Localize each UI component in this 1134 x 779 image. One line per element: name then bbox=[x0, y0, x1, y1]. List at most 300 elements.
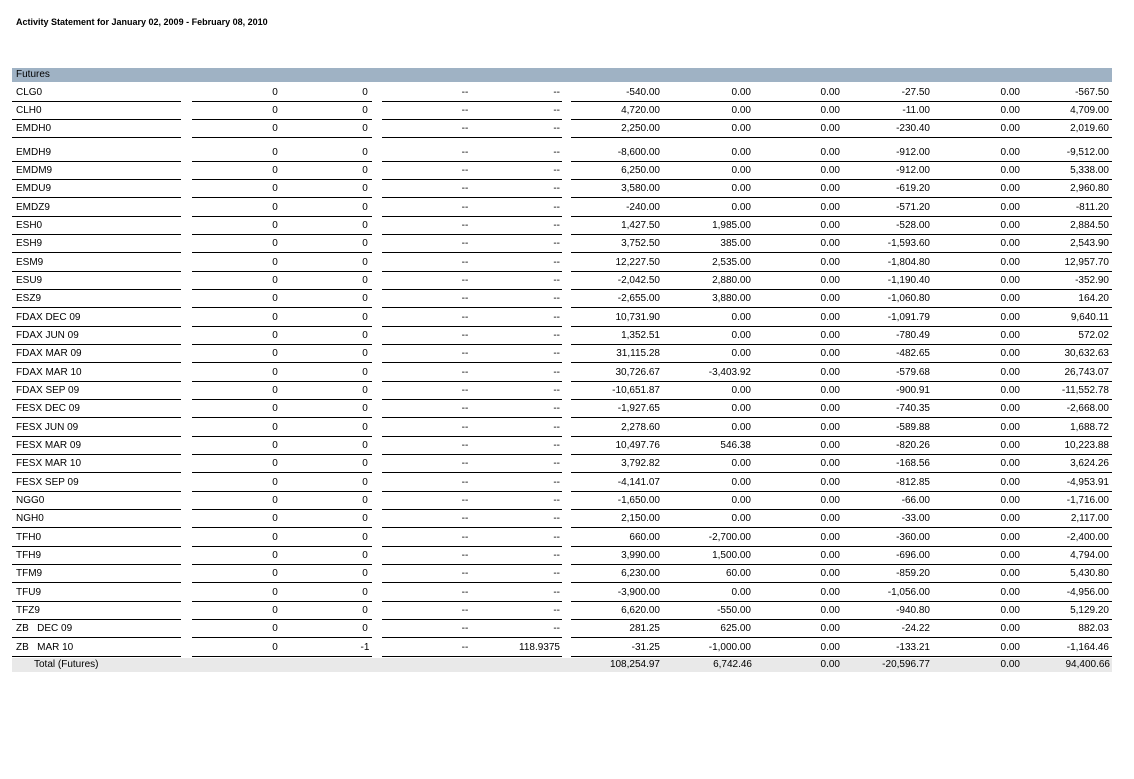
value-cell-c3: -- bbox=[461, 568, 469, 579]
value-cell-c4: -- bbox=[553, 367, 560, 378]
symbol-cell: TFH9 bbox=[16, 550, 41, 561]
value-cell-c3: -- bbox=[461, 330, 469, 341]
value-cell-c1: 0 bbox=[272, 550, 278, 561]
value-cell-c6: -1,000.00 bbox=[708, 642, 751, 653]
value-cell-c10: 2,019.60 bbox=[1070, 123, 1109, 134]
row-divider bbox=[192, 362, 372, 363]
value-cell-c8: -1,060.80 bbox=[887, 293, 930, 304]
value-cell-c2: 0 bbox=[362, 202, 368, 213]
value-cell-c9: 0.00 bbox=[1000, 587, 1020, 598]
total-col9: 0.00 bbox=[1000, 659, 1020, 670]
value-cell-c7: 0.00 bbox=[820, 440, 840, 451]
row-divider bbox=[382, 527, 562, 528]
value-cell-c5: -540.00 bbox=[626, 87, 660, 98]
symbol-cell: FESX SEP 09 bbox=[16, 477, 79, 488]
row-divider bbox=[12, 637, 181, 638]
value-cell-c10: 2,543.90 bbox=[1070, 238, 1109, 249]
row-divider bbox=[12, 362, 181, 363]
value-cell-c10: 10,223.88 bbox=[1064, 440, 1109, 451]
value-cell-c10: 4,709.00 bbox=[1070, 105, 1109, 116]
value-cell-c3: -- bbox=[461, 623, 469, 634]
value-cell-c5: -31.25 bbox=[631, 642, 660, 653]
value-cell-c6: 0.00 bbox=[731, 183, 751, 194]
value-cell-c2: 0 bbox=[362, 367, 368, 378]
symbol-cell: CLH0 bbox=[16, 105, 42, 116]
table-row bbox=[0, 120, 1134, 138]
value-cell-c7: 0.00 bbox=[820, 642, 840, 653]
value-cell-c1: 0 bbox=[272, 642, 278, 653]
value-cell-c2: 0 bbox=[362, 293, 368, 304]
value-cell-c7: 0.00 bbox=[820, 123, 840, 134]
value-cell-c7: 0.00 bbox=[820, 605, 840, 616]
value-cell-c10: 9,640.11 bbox=[1070, 312, 1109, 323]
symbol-cell: FDAX MAR 09 bbox=[16, 348, 82, 359]
value-cell-c8: -820.26 bbox=[896, 440, 930, 451]
table-row bbox=[0, 102, 1134, 120]
value-cell-c5: 12,227.50 bbox=[615, 257, 660, 268]
page-title: Activity Statement for January 02, 2009 - February 08, 2010 bbox=[16, 17, 268, 27]
value-cell-c4: -- bbox=[553, 348, 560, 359]
value-cell-c4: -- bbox=[553, 330, 560, 341]
value-cell-c7: 0.00 bbox=[820, 105, 840, 116]
value-cell-c1: 0 bbox=[272, 238, 278, 249]
value-cell-c7: 0.00 bbox=[820, 422, 840, 433]
value-cell-c6: 625.00 bbox=[720, 623, 751, 634]
value-cell-c2: 0 bbox=[362, 165, 368, 176]
row-divider bbox=[192, 197, 372, 198]
row-divider bbox=[192, 656, 372, 657]
value-cell-c8: -11.00 bbox=[902, 105, 930, 116]
value-cell-c9: 0.00 bbox=[1000, 605, 1020, 616]
value-cell-c5: -1,927.65 bbox=[617, 403, 660, 414]
table-row bbox=[0, 309, 1134, 327]
value-cell-c10: 5,338.00 bbox=[1070, 165, 1109, 176]
value-cell-c3: -- bbox=[461, 605, 469, 616]
value-cell-c7: 0.00 bbox=[820, 257, 840, 268]
value-cell-c5: -4,141.07 bbox=[617, 477, 660, 488]
value-cell-c6: 3,880.00 bbox=[712, 293, 751, 304]
value-cell-c5: -240.00 bbox=[626, 202, 660, 213]
row-divider bbox=[382, 582, 562, 583]
row-divider bbox=[571, 362, 1112, 363]
value-cell-c10: 5,430.80 bbox=[1070, 568, 1109, 579]
table-row bbox=[0, 254, 1134, 272]
table-row bbox=[0, 492, 1134, 510]
value-cell-c1: 0 bbox=[272, 123, 278, 134]
value-cell-c4: -- bbox=[553, 312, 560, 323]
value-cell-c10: -9,512.00 bbox=[1066, 147, 1109, 158]
row-divider bbox=[571, 637, 1112, 638]
value-cell-c9: 0.00 bbox=[1000, 220, 1020, 231]
symbol-cell: TFZ9 bbox=[16, 605, 40, 616]
table-row bbox=[0, 235, 1134, 253]
value-cell-c7: 0.00 bbox=[820, 385, 840, 396]
value-cell-c4: -- bbox=[553, 220, 560, 231]
value-cell-c7: 0.00 bbox=[820, 348, 840, 359]
value-cell-c8: -482.65 bbox=[896, 348, 930, 359]
value-cell-c10: -2,400.00 bbox=[1066, 532, 1109, 543]
table-row bbox=[0, 602, 1134, 620]
row-divider bbox=[382, 417, 562, 418]
symbol-cell: ZB DEC 09 bbox=[16, 623, 73, 634]
row-divider bbox=[192, 582, 372, 583]
value-cell-c5: -2,655.00 bbox=[617, 293, 660, 304]
table-row bbox=[0, 529, 1134, 547]
value-cell-c9: 0.00 bbox=[1000, 105, 1020, 116]
value-cell-c2: 0 bbox=[362, 275, 368, 286]
value-cell-c5: 2,150.00 bbox=[621, 513, 660, 524]
value-cell-c6: 0.00 bbox=[731, 147, 751, 158]
value-cell-c9: 0.00 bbox=[1000, 440, 1020, 451]
table-row bbox=[0, 639, 1134, 657]
symbol-cell: ZB MAR 10 bbox=[16, 642, 74, 653]
table-row bbox=[0, 510, 1134, 528]
value-cell-c5: 1,352.51 bbox=[621, 330, 660, 341]
value-cell-c5: 6,250.00 bbox=[621, 165, 660, 176]
value-cell-c8: -589.88 bbox=[896, 422, 930, 433]
value-cell-c2: 0 bbox=[362, 532, 368, 543]
value-cell-c5: -10,651.87 bbox=[612, 385, 660, 396]
value-cell-c8: -1,056.00 bbox=[887, 587, 930, 598]
value-cell-c9: 0.00 bbox=[1000, 147, 1020, 158]
symbol-cell: FESX MAR 09 bbox=[16, 440, 82, 451]
symbol-cell: FESX MAR 10 bbox=[16, 458, 82, 469]
value-cell-c7: 0.00 bbox=[820, 532, 840, 543]
value-cell-c4: -- bbox=[553, 87, 560, 98]
row-divider bbox=[12, 527, 181, 528]
value-cell-c8: -66.00 bbox=[901, 495, 930, 506]
value-cell-c5: 3,752.50 bbox=[621, 238, 660, 249]
value-cell-c7: 0.00 bbox=[820, 458, 840, 469]
symbol-cell: FDAX JUN 09 bbox=[16, 330, 79, 341]
value-cell-c4: -- bbox=[553, 513, 560, 524]
value-cell-c6: 0.00 bbox=[731, 403, 751, 414]
symbol-cell: ESZ9 bbox=[16, 293, 42, 304]
value-cell-c6: 0.00 bbox=[731, 202, 751, 213]
value-cell-c5: 2,250.00 bbox=[621, 123, 660, 134]
value-cell-c10: -811.20 bbox=[1075, 202, 1109, 213]
table-row bbox=[0, 345, 1134, 363]
value-cell-c6: 1,500.00 bbox=[712, 550, 751, 561]
value-cell-c10: -352.90 bbox=[1075, 275, 1109, 286]
value-cell-c1: 0 bbox=[272, 605, 278, 616]
value-cell-c6: 0.00 bbox=[731, 385, 751, 396]
value-cell-c7: 0.00 bbox=[820, 147, 840, 158]
value-cell-c4: -- bbox=[553, 257, 560, 268]
value-cell-c9: 0.00 bbox=[1000, 257, 1020, 268]
value-cell-c4: -- bbox=[553, 293, 560, 304]
symbol-cell: EMDH0 bbox=[16, 123, 52, 134]
table-row bbox=[0, 290, 1134, 308]
value-cell-c10: 882.03 bbox=[1078, 623, 1109, 634]
total-mtm: 6,742.46 bbox=[713, 659, 752, 670]
value-cell-c10: -11,552.78 bbox=[1061, 385, 1109, 396]
value-cell-c2: 0 bbox=[362, 495, 368, 506]
value-cell-c6: 0.00 bbox=[731, 105, 751, 116]
value-cell-c1: 0 bbox=[272, 183, 278, 194]
symbol-cell: FDAX SEP 09 bbox=[16, 385, 80, 396]
value-cell-c1: 0 bbox=[272, 220, 278, 231]
value-cell-c9: 0.00 bbox=[1000, 458, 1020, 469]
value-cell-c6: 0.00 bbox=[731, 348, 751, 359]
value-cell-c6: -550.00 bbox=[717, 605, 751, 616]
table-row bbox=[0, 547, 1134, 565]
value-cell-c8: -571.20 bbox=[896, 202, 930, 213]
value-cell-c3: -- bbox=[461, 458, 469, 469]
table-row bbox=[0, 620, 1134, 638]
total-label: Total (Futures) bbox=[34, 659, 99, 670]
total-col7: 0.00 bbox=[820, 659, 840, 670]
value-cell-c10: 1,688.72 bbox=[1070, 422, 1109, 433]
value-cell-c5: 6,230.00 bbox=[621, 568, 660, 579]
value-cell-c2: 0 bbox=[362, 458, 368, 469]
symbol-cell: TFH0 bbox=[16, 532, 41, 543]
value-cell-c8: -133.21 bbox=[896, 642, 930, 653]
value-cell-c9: 0.00 bbox=[1000, 183, 1020, 194]
value-cell-c8: -168.56 bbox=[896, 458, 930, 469]
value-cell-c9: 0.00 bbox=[1000, 422, 1020, 433]
row-divider bbox=[382, 637, 562, 638]
value-cell-c7: 0.00 bbox=[820, 623, 840, 634]
value-cell-c10: 5,129.20 bbox=[1070, 605, 1109, 616]
value-cell-c7: 0.00 bbox=[820, 587, 840, 598]
value-cell-c8: -696.00 bbox=[896, 550, 930, 561]
value-cell-c3: -- bbox=[461, 202, 469, 213]
value-cell-c3: -- bbox=[461, 238, 469, 249]
row-divider bbox=[12, 252, 181, 253]
symbol-cell: TFU9 bbox=[16, 587, 41, 598]
value-cell-c1: 0 bbox=[272, 587, 278, 598]
value-cell-c10: 2,117.00 bbox=[1070, 513, 1109, 524]
value-cell-c3: -- bbox=[461, 293, 469, 304]
value-cell-c4: -- bbox=[553, 238, 560, 249]
value-cell-c2: 0 bbox=[362, 312, 368, 323]
symbol-cell: EMDM9 bbox=[16, 165, 53, 176]
value-cell-c9: 0.00 bbox=[1000, 87, 1020, 98]
value-cell-c6: 0.00 bbox=[731, 165, 751, 176]
value-cell-c3: -- bbox=[461, 642, 469, 653]
value-cell-c3: -- bbox=[461, 403, 469, 414]
symbol-cell: EMDH9 bbox=[16, 147, 52, 158]
row-divider bbox=[12, 582, 181, 583]
table-row bbox=[0, 144, 1134, 162]
value-cell-c9: 0.00 bbox=[1000, 312, 1020, 323]
value-cell-c3: -- bbox=[461, 532, 469, 543]
section-label: Futures bbox=[16, 69, 50, 80]
value-cell-c9: 0.00 bbox=[1000, 513, 1020, 524]
value-cell-c8: -812.85 bbox=[896, 477, 930, 488]
symbol-cell: ESU9 bbox=[16, 275, 43, 286]
value-cell-c2: 0 bbox=[362, 87, 368, 98]
value-cell-c5: 6,620.00 bbox=[621, 605, 660, 616]
value-cell-c2: 0 bbox=[362, 477, 368, 488]
row-divider bbox=[12, 472, 181, 473]
value-cell-c1: 0 bbox=[272, 202, 278, 213]
value-cell-c9: 0.00 bbox=[1000, 532, 1020, 543]
value-cell-c6: 60.00 bbox=[725, 568, 751, 579]
row-divider bbox=[571, 252, 1112, 253]
value-cell-c3: -- bbox=[461, 275, 469, 286]
value-cell-c8: -33.00 bbox=[901, 513, 930, 524]
value-cell-c3: -- bbox=[461, 312, 469, 323]
value-cell-c4: -- bbox=[553, 477, 560, 488]
row-divider bbox=[12, 197, 181, 198]
value-cell-c8: -1,593.60 bbox=[887, 238, 930, 249]
value-cell-c4: -- bbox=[553, 623, 560, 634]
value-cell-c4: -- bbox=[553, 385, 560, 396]
value-cell-c6: 0.00 bbox=[731, 495, 751, 506]
value-cell-c1: 0 bbox=[272, 440, 278, 451]
value-cell-c9: 0.00 bbox=[1000, 403, 1020, 414]
symbol-cell: CLG0 bbox=[16, 87, 43, 98]
symbol-cell: FDAX MAR 10 bbox=[16, 367, 82, 378]
value-cell-c4: -- bbox=[553, 202, 560, 213]
value-cell-c7: 0.00 bbox=[820, 330, 840, 341]
value-cell-c10: -4,956.00 bbox=[1066, 587, 1109, 598]
value-cell-c4: -- bbox=[553, 275, 560, 286]
value-cell-c2: 0 bbox=[362, 220, 368, 231]
row-divider bbox=[571, 582, 1112, 583]
value-cell-c2: 0 bbox=[362, 403, 368, 414]
value-cell-c1: 0 bbox=[272, 403, 278, 414]
value-cell-c1: 0 bbox=[272, 495, 278, 506]
row-divider bbox=[192, 307, 372, 308]
value-cell-c2: 0 bbox=[362, 623, 368, 634]
value-cell-c1: 0 bbox=[272, 293, 278, 304]
value-cell-c7: 0.00 bbox=[820, 495, 840, 506]
value-cell-c8: -360.00 bbox=[896, 532, 930, 543]
value-cell-c1: 0 bbox=[272, 87, 278, 98]
value-cell-c4: -- bbox=[553, 422, 560, 433]
value-cell-c7: 0.00 bbox=[820, 202, 840, 213]
value-cell-c3: -- bbox=[461, 123, 469, 134]
value-cell-c5: -3,900.00 bbox=[617, 587, 660, 598]
value-cell-c1: 0 bbox=[272, 422, 278, 433]
table-row bbox=[0, 565, 1134, 583]
value-cell-c1: 0 bbox=[272, 458, 278, 469]
value-cell-c2: 0 bbox=[362, 348, 368, 359]
table-row bbox=[0, 162, 1134, 180]
value-cell-c6: 0.00 bbox=[731, 513, 751, 524]
value-cell-c1: 0 bbox=[272, 330, 278, 341]
table-row bbox=[0, 455, 1134, 473]
value-cell-c5: 1,427.50 bbox=[621, 220, 660, 231]
value-cell-c8: -1,190.40 bbox=[887, 275, 930, 286]
value-cell-c5: 10,497.76 bbox=[615, 440, 660, 451]
table-row bbox=[0, 327, 1134, 345]
value-cell-c5: 31,115.28 bbox=[616, 348, 660, 359]
table-row bbox=[0, 400, 1134, 418]
symbol-cell: NGG0 bbox=[16, 495, 45, 506]
table-row bbox=[0, 364, 1134, 382]
value-cell-c5: -1,650.00 bbox=[617, 495, 660, 506]
value-cell-c8: -528.00 bbox=[896, 220, 930, 231]
value-cell-c8: -619.20 bbox=[896, 183, 930, 194]
value-cell-c1: 0 bbox=[272, 312, 278, 323]
value-cell-c4: -- bbox=[553, 123, 560, 134]
value-cell-c1: 0 bbox=[272, 275, 278, 286]
value-cell-c6: 0.00 bbox=[731, 330, 751, 341]
row-divider bbox=[192, 252, 372, 253]
value-cell-c7: 0.00 bbox=[820, 183, 840, 194]
table-row bbox=[0, 584, 1134, 602]
value-cell-c1: 0 bbox=[272, 348, 278, 359]
value-cell-c9: 0.00 bbox=[1000, 293, 1020, 304]
value-cell-c8: -912.00 bbox=[896, 147, 930, 158]
value-cell-c9: 0.00 bbox=[1000, 495, 1020, 506]
value-cell-c2: 0 bbox=[362, 257, 368, 268]
value-cell-c6: 0.00 bbox=[731, 123, 751, 134]
value-cell-c1: 0 bbox=[272, 623, 278, 634]
value-cell-c2: 0 bbox=[362, 568, 368, 579]
value-cell-c1: 0 bbox=[272, 532, 278, 543]
value-cell-c2: 0 bbox=[362, 587, 368, 598]
value-cell-c6: 385.00 bbox=[720, 238, 751, 249]
row-divider bbox=[12, 307, 181, 308]
value-cell-c3: -- bbox=[461, 422, 469, 433]
table-row bbox=[0, 84, 1134, 102]
value-cell-c9: 0.00 bbox=[1000, 385, 1020, 396]
value-cell-c3: -- bbox=[461, 550, 469, 561]
value-cell-c9: 0.00 bbox=[1000, 477, 1020, 488]
value-cell-c9: 0.00 bbox=[1000, 330, 1020, 341]
value-cell-c8: -859.20 bbox=[896, 568, 930, 579]
value-cell-c3: -- bbox=[461, 165, 469, 176]
value-cell-c3: -- bbox=[461, 105, 469, 116]
value-cell-c7: 0.00 bbox=[820, 293, 840, 304]
row-divider bbox=[382, 252, 562, 253]
symbol-cell: EMDU9 bbox=[16, 183, 52, 194]
value-cell-c10: 572.02 bbox=[1078, 330, 1109, 341]
value-cell-c6: 0.00 bbox=[731, 477, 751, 488]
value-cell-c6: 2,880.00 bbox=[712, 275, 751, 286]
value-cell-c5: 3,792.82 bbox=[621, 458, 660, 469]
value-cell-c4: -- bbox=[553, 458, 560, 469]
value-cell-c9: 0.00 bbox=[1000, 165, 1020, 176]
row-divider bbox=[382, 656, 562, 657]
value-cell-c8: -740.35 bbox=[896, 403, 930, 414]
value-cell-c5: -2,042.50 bbox=[617, 275, 660, 286]
row-divider bbox=[192, 417, 372, 418]
table-row bbox=[0, 437, 1134, 455]
value-cell-c4: -- bbox=[553, 147, 560, 158]
value-cell-c10: 164.20 bbox=[1078, 293, 1109, 304]
value-cell-c7: 0.00 bbox=[820, 477, 840, 488]
value-cell-c6: 0.00 bbox=[731, 422, 751, 433]
value-cell-c8: -1,804.80 bbox=[887, 257, 930, 268]
value-cell-c5: 3,580.00 bbox=[621, 183, 660, 194]
value-cell-c5: 10,731.90 bbox=[615, 312, 660, 323]
table-row bbox=[0, 419, 1134, 437]
value-cell-c9: 0.00 bbox=[1000, 642, 1020, 653]
value-cell-c4: -- bbox=[553, 587, 560, 598]
row-divider bbox=[382, 307, 562, 308]
value-cell-c9: 0.00 bbox=[1000, 202, 1020, 213]
table-row bbox=[0, 217, 1134, 235]
value-cell-c6: -2,700.00 bbox=[708, 532, 751, 543]
value-cell-c4: -- bbox=[553, 105, 560, 116]
row-divider bbox=[192, 637, 372, 638]
value-cell-c6: 1,985.00 bbox=[712, 220, 751, 231]
value-cell-c3: -- bbox=[461, 257, 469, 268]
value-cell-c2: 0 bbox=[362, 422, 368, 433]
value-cell-c10: -4,953.91 bbox=[1066, 477, 1109, 488]
value-cell-c5: 4,720.00 bbox=[621, 105, 660, 116]
symbol-cell: TFM9 bbox=[16, 568, 43, 579]
value-cell-c6: 0.00 bbox=[731, 587, 751, 598]
value-cell-c9: 0.00 bbox=[1000, 550, 1020, 561]
value-cell-c2: 0 bbox=[362, 440, 368, 451]
